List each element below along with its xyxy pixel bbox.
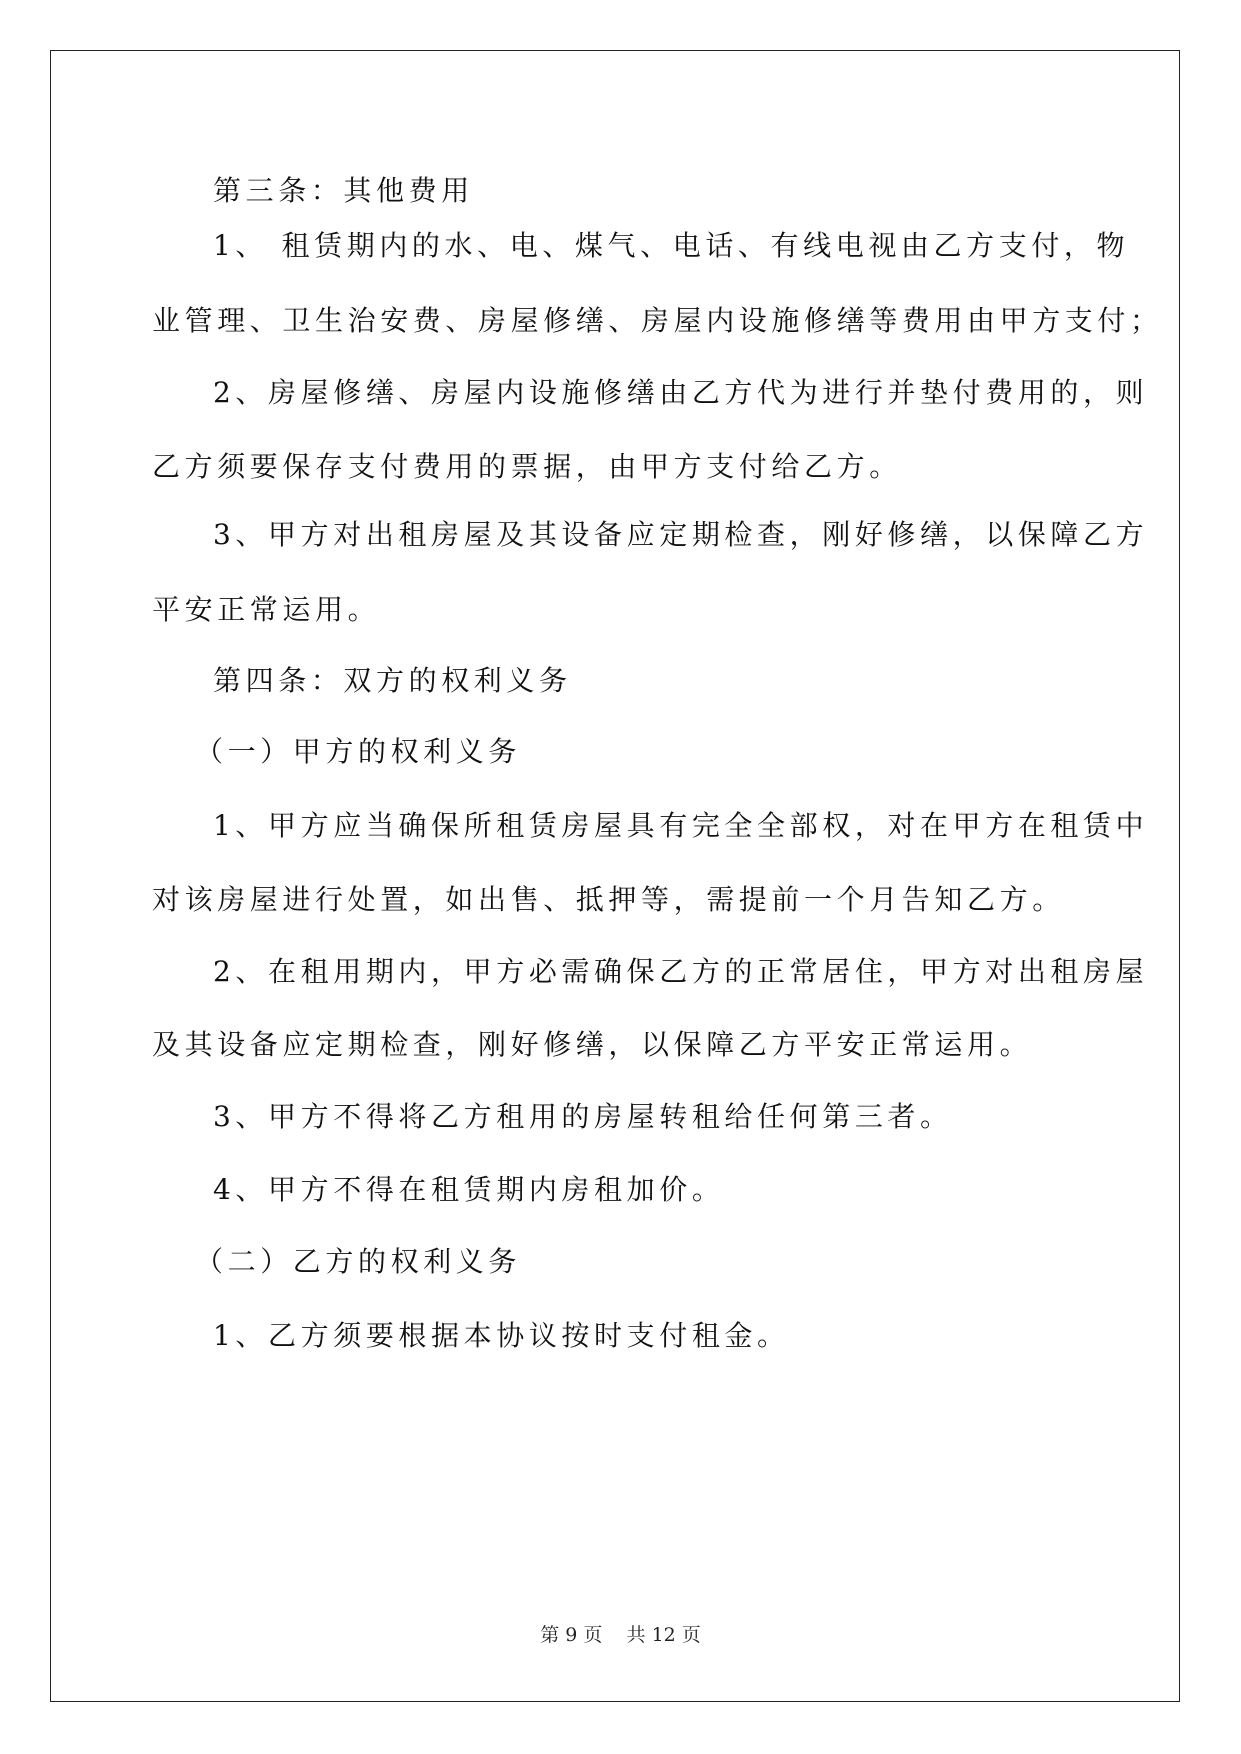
paragraph-line: 平安正常运用。: [152, 593, 381, 626]
paragraph-line: 乙方须要保存支付费用的票据，由甲方支付给乙方。: [152, 450, 902, 483]
paragraph-line: 2、房屋修缮、房屋内设施修缮由乙方代为进行并垫付费用的，则: [213, 376, 1149, 409]
subsection-heading: （一）甲方的权利义务: [195, 735, 522, 768]
section-heading: 第三条：其他费用: [213, 174, 474, 207]
page-border: [50, 50, 1180, 1702]
paragraph-line: 1、甲方应当确保所租赁房屋具有完全全部权，对在甲方在租赁中: [213, 809, 1149, 842]
paragraph-line: 业管理、卫生治安费、房屋修缮、房屋内设施修缮等费用由甲方支付；: [152, 304, 1163, 337]
paragraph-line: 2、在租用期内，甲方必需确保乙方的正常居住，甲方对出租房屋: [213, 955, 1149, 988]
section-heading: 第四条：双方的权利义务: [213, 664, 572, 697]
paragraph-line: 对该房屋进行处置，如出售、抵押等，需提前一个月告知乙方。: [152, 883, 1065, 916]
paragraph-line: 4、甲方不得在租赁期内房租加价。: [213, 1173, 725, 1206]
page-number-footer: 第 9 页 共 12 页: [540, 1624, 701, 1646]
paragraph-line: 1、乙方须要根据本协议按时支付租金。: [213, 1319, 790, 1352]
paragraph-line: 及其设备应定期检查，刚好修缮，以保障乙方平安正常运用。: [152, 1028, 1033, 1061]
subsection-heading: （二）乙方的权利义务: [195, 1245, 522, 1278]
paragraph-line: 3、甲方对出租房屋及其设备应定期检查，刚好修缮，以保障乙方: [213, 518, 1149, 551]
paragraph-line: 1、 租赁期内的水、电、煤气、电话、有线电视由乙方支付，物: [213, 229, 1130, 262]
paragraph-line: 3、甲方不得将乙方租用的房屋转租给任何第三者。: [213, 1100, 953, 1133]
